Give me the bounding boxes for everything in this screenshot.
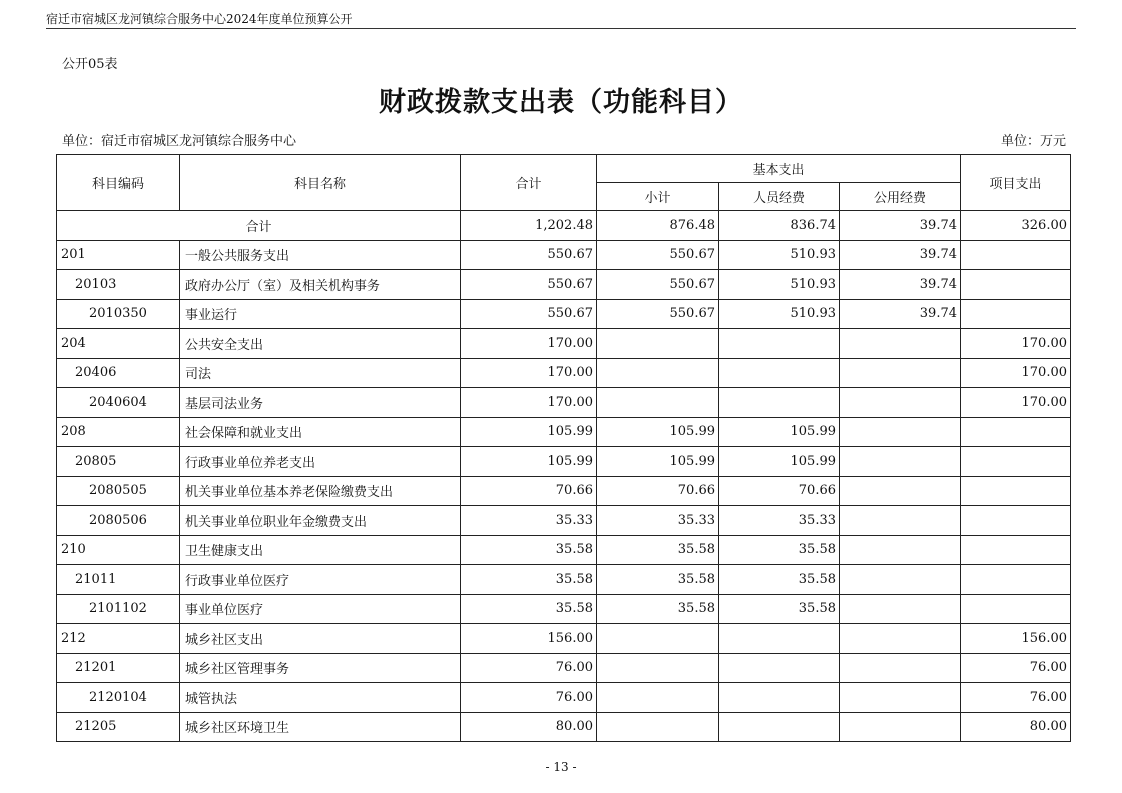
total-row bbox=[57, 211, 1071, 241]
cell-name: 事业运行 bbox=[180, 299, 461, 329]
cell-code: 21201 bbox=[57, 653, 180, 683]
table-row bbox=[57, 388, 1071, 418]
cell-total: 35.58 bbox=[461, 535, 597, 565]
form-number: 公开05表 bbox=[62, 57, 118, 72]
cell-code: 201 bbox=[57, 240, 180, 270]
cell-total: 170.00 bbox=[461, 358, 597, 388]
cell-public bbox=[840, 388, 961, 418]
table-row bbox=[57, 476, 1071, 506]
cell-total: 105.99 bbox=[461, 417, 597, 447]
cell-personnel bbox=[719, 329, 840, 359]
table-row bbox=[57, 683, 1071, 713]
table-row bbox=[57, 329, 1071, 359]
cell-subtotal bbox=[597, 358, 719, 388]
total-project: 326.00 bbox=[961, 211, 1071, 241]
cell-public bbox=[840, 565, 961, 595]
cell-code: 2080506 bbox=[57, 506, 180, 536]
cell-project bbox=[961, 594, 1071, 624]
table-row bbox=[57, 624, 1071, 654]
cell-personnel bbox=[719, 712, 840, 742]
cell-code: 20406 bbox=[57, 358, 180, 388]
table-row bbox=[57, 594, 1071, 624]
cell-public bbox=[840, 476, 961, 506]
cell-name: 政府办公厅（室）及相关机构事务 bbox=[180, 270, 461, 300]
cell-total: 550.67 bbox=[461, 299, 597, 329]
cell-code: 2080505 bbox=[57, 476, 180, 506]
cell-public bbox=[840, 712, 961, 742]
cell-public bbox=[840, 683, 961, 713]
cell-subtotal bbox=[597, 329, 719, 359]
cell-name: 城乡社区管理事务 bbox=[180, 653, 461, 683]
cell-public bbox=[840, 329, 961, 359]
cell-code: 2101102 bbox=[57, 594, 180, 624]
cell-personnel: 510.93 bbox=[719, 299, 840, 329]
cell-name: 卫生健康支出 bbox=[180, 535, 461, 565]
cell-subtotal: 550.67 bbox=[597, 299, 719, 329]
cell-subtotal: 35.58 bbox=[597, 535, 719, 565]
cell-project: 170.00 bbox=[961, 329, 1071, 359]
cell-code: 2010350 bbox=[57, 299, 180, 329]
cell-total: 550.67 bbox=[461, 270, 597, 300]
cell-project bbox=[961, 299, 1071, 329]
cell-name: 公共安全支出 bbox=[180, 329, 461, 359]
cell-subtotal bbox=[597, 683, 719, 713]
cell-project: 156.00 bbox=[961, 624, 1071, 654]
cell-personnel: 35.33 bbox=[719, 506, 840, 536]
cell-subtotal: 70.66 bbox=[597, 476, 719, 506]
header-code: 科目编码 bbox=[57, 155, 180, 211]
cell-total: 170.00 bbox=[461, 329, 597, 359]
cell-public: 39.74 bbox=[840, 299, 961, 329]
cell-personnel bbox=[719, 653, 840, 683]
cell-project: 76.00 bbox=[961, 683, 1071, 713]
cell-total: 35.33 bbox=[461, 506, 597, 536]
table-row bbox=[57, 240, 1071, 270]
cell-project bbox=[961, 565, 1071, 595]
cell-personnel: 35.58 bbox=[719, 594, 840, 624]
cell-project bbox=[961, 506, 1071, 536]
total-personnel: 836.74 bbox=[719, 211, 840, 241]
cell-subtotal bbox=[597, 624, 719, 654]
table-row bbox=[57, 653, 1071, 683]
cell-personnel: 510.93 bbox=[719, 240, 840, 270]
cell-code: 210 bbox=[57, 535, 180, 565]
cell-name: 一般公共服务支出 bbox=[180, 240, 461, 270]
header-public: 公用经费 bbox=[840, 183, 961, 211]
cell-total: 80.00 bbox=[461, 712, 597, 742]
cell-code: 21011 bbox=[57, 565, 180, 595]
cell-total: 156.00 bbox=[461, 624, 597, 654]
cell-personnel: 105.99 bbox=[719, 417, 840, 447]
cell-public bbox=[840, 653, 961, 683]
cell-public bbox=[840, 624, 961, 654]
cell-project: 170.00 bbox=[961, 358, 1071, 388]
cell-project: 76.00 bbox=[961, 653, 1071, 683]
cell-name: 城乡社区支出 bbox=[180, 624, 461, 654]
total-subtotal: 876.48 bbox=[597, 211, 719, 241]
table-row bbox=[57, 447, 1071, 477]
table-row bbox=[57, 299, 1071, 329]
cell-code: 20805 bbox=[57, 447, 180, 477]
header-total: 合计 bbox=[461, 155, 597, 211]
header-name: 科目名称 bbox=[180, 155, 461, 211]
cell-name: 基层司法业务 bbox=[180, 388, 461, 418]
cell-project bbox=[961, 270, 1071, 300]
header-project-expenditure: 项目支出 bbox=[961, 155, 1071, 211]
cell-total: 76.00 bbox=[461, 683, 597, 713]
cell-subtotal: 35.58 bbox=[597, 594, 719, 624]
currency-unit: 单位：万元 bbox=[1000, 134, 1066, 149]
cell-public bbox=[840, 535, 961, 565]
cell-subtotal: 105.99 bbox=[597, 417, 719, 447]
table-row bbox=[57, 506, 1071, 536]
header-personnel: 人员经费 bbox=[719, 183, 840, 211]
table-row bbox=[57, 417, 1071, 447]
total-public: 39.74 bbox=[840, 211, 961, 241]
cell-personnel: 70.66 bbox=[719, 476, 840, 506]
cell-project bbox=[961, 476, 1071, 506]
cell-subtotal: 550.67 bbox=[597, 240, 719, 270]
cell-personnel bbox=[719, 683, 840, 713]
cell-code: 20103 bbox=[57, 270, 180, 300]
cell-subtotal: 35.33 bbox=[597, 506, 719, 536]
table-row bbox=[57, 270, 1071, 300]
cell-subtotal: 105.99 bbox=[597, 447, 719, 477]
table-row bbox=[57, 712, 1071, 742]
cell-project: 80.00 bbox=[961, 712, 1071, 742]
cell-code: 2120104 bbox=[57, 683, 180, 713]
cell-personnel bbox=[719, 388, 840, 418]
cell-subtotal bbox=[597, 388, 719, 418]
running-header: 宿迁市宿城区龙河镇综合服务中心2024年度单位预算公开 bbox=[46, 12, 353, 26]
cell-subtotal bbox=[597, 712, 719, 742]
cell-public: 39.74 bbox=[840, 240, 961, 270]
cell-public bbox=[840, 594, 961, 624]
cell-personnel bbox=[719, 358, 840, 388]
cell-name: 机关事业单位基本养老保险缴费支出 bbox=[180, 476, 461, 506]
cell-name: 行政事业单位养老支出 bbox=[180, 447, 461, 477]
cell-subtotal bbox=[597, 653, 719, 683]
cell-name: 司法 bbox=[180, 358, 461, 388]
cell-public bbox=[840, 506, 961, 536]
cell-subtotal: 550.67 bbox=[597, 270, 719, 300]
cell-personnel: 105.99 bbox=[719, 447, 840, 477]
cell-name: 社会保障和就业支出 bbox=[180, 417, 461, 447]
cell-name: 城管执法 bbox=[180, 683, 461, 713]
cell-public bbox=[840, 447, 961, 477]
cell-code: 2040604 bbox=[57, 388, 180, 418]
cell-personnel: 35.58 bbox=[719, 565, 840, 595]
cell-total: 170.00 bbox=[461, 388, 597, 418]
cell-personnel: 35.58 bbox=[719, 535, 840, 565]
cell-total: 70.66 bbox=[461, 476, 597, 506]
header-divider bbox=[46, 28, 1076, 29]
cell-project bbox=[961, 417, 1071, 447]
total-amount: 1,202.48 bbox=[461, 211, 597, 241]
cell-total: 35.58 bbox=[461, 594, 597, 624]
cell-total: 35.58 bbox=[461, 565, 597, 595]
cell-personnel: 510.93 bbox=[719, 270, 840, 300]
unit-name: 单位：宿迁市宿城区龙河镇综合服务中心 bbox=[62, 134, 297, 149]
cell-project: 170.00 bbox=[961, 388, 1071, 418]
cell-public: 39.74 bbox=[840, 270, 961, 300]
cell-personnel bbox=[719, 624, 840, 654]
cell-public bbox=[840, 358, 961, 388]
cell-code: 204 bbox=[57, 329, 180, 359]
header-subtotal: 小计 bbox=[597, 183, 719, 211]
cell-code: 21205 bbox=[57, 712, 180, 742]
budget-table bbox=[56, 154, 1071, 742]
cell-name: 行政事业单位医疗 bbox=[180, 565, 461, 595]
cell-total: 105.99 bbox=[461, 447, 597, 477]
total-label: 合计 bbox=[57, 211, 461, 241]
cell-code: 212 bbox=[57, 624, 180, 654]
cell-name: 城乡社区环境卫生 bbox=[180, 712, 461, 742]
cell-project bbox=[961, 447, 1071, 477]
cell-subtotal: 35.58 bbox=[597, 565, 719, 595]
cell-name: 事业单位医疗 bbox=[180, 594, 461, 624]
page-number: - 13 - bbox=[545, 760, 577, 774]
cell-name: 机关事业单位职业年金缴费支出 bbox=[180, 506, 461, 536]
table-row bbox=[57, 565, 1071, 595]
cell-code: 208 bbox=[57, 417, 180, 447]
table-row bbox=[57, 535, 1071, 565]
cell-project bbox=[961, 535, 1071, 565]
cell-public bbox=[840, 417, 961, 447]
cell-total: 550.67 bbox=[461, 240, 597, 270]
table-row bbox=[57, 358, 1071, 388]
page-title: 财政拨款支出表（功能科目） bbox=[379, 87, 743, 118]
cell-total: 76.00 bbox=[461, 653, 597, 683]
header-basic-expenditure: 基本支出 bbox=[597, 155, 961, 183]
cell-project bbox=[961, 240, 1071, 270]
